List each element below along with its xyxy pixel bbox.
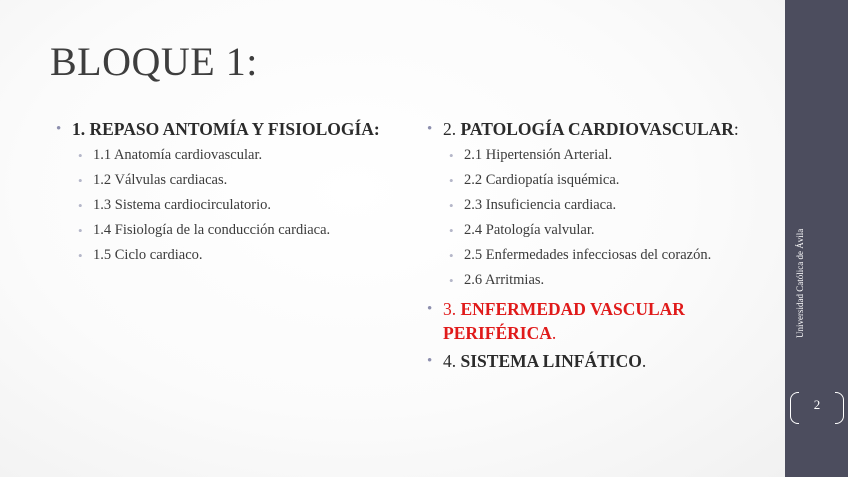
list-item-text: 1.3 Sistema cardiocirculatorio. [93, 197, 271, 213]
right-column [425, 118, 775, 375]
left-list [54, 118, 424, 268]
list-item-text: 1.4 Fisiología de la conducción cardiaca. [93, 222, 331, 238]
list-item-text: 2.2 Cardiopatía isquémica. [464, 172, 620, 188]
list-item-heading-2 [425, 118, 775, 140]
institution-label: Universidad Católica de Ávila [795, 228, 805, 338]
bullet-icon: • [427, 301, 433, 317]
bullet-icon: • [78, 223, 83, 238]
heading-3-suffix: . [551, 323, 557, 343]
bullet-icon: • [78, 173, 83, 188]
heading-3-wrap [443, 321, 775, 345]
bullet-icon: • [427, 353, 433, 369]
list-item-text: 2.4 Patología valvular. [464, 222, 595, 238]
list-item [425, 268, 775, 293]
bullet-icon: • [56, 121, 62, 137]
heading-2-suffix: : [733, 119, 739, 139]
heading-3-line2: PERIFÉRICA [443, 323, 552, 343]
list-item [425, 218, 775, 243]
bullet-icon: • [449, 173, 454, 188]
list-item-text: 2.6 Arritmias. [464, 272, 545, 288]
bullet-icon: • [78, 198, 83, 213]
list-item-text: 2.3 Insuficiencia cardiaca. [464, 197, 617, 213]
bullet-icon: • [449, 223, 454, 238]
bullet-icon: • [449, 273, 454, 288]
list-item [54, 168, 424, 193]
bullet-icon: • [449, 198, 454, 213]
bullet-icon: • [449, 248, 454, 263]
list-item [54, 243, 424, 268]
list-item [425, 193, 775, 218]
heading-4-text: SISTEMA LINFÁTICO [460, 351, 642, 371]
heading-4-prefix: 4. [443, 351, 461, 371]
bullet-icon: • [449, 148, 454, 163]
heading-3-line1: ENFERMEDAD VASCULAR [460, 299, 685, 319]
right-bracket-icon [835, 392, 844, 424]
list-item-text: 1.2 Válvulas cardiacas. [93, 172, 228, 188]
bullet-icon: • [78, 248, 83, 263]
bullet-icon: • [427, 121, 433, 137]
list-item-heading-3 [425, 297, 775, 345]
heading-1-text: 1. REPASO ANTOMÍA Y FISIOLOGÍA: [72, 119, 380, 139]
heading-4-suffix: . [641, 351, 647, 371]
heading-2-prefix: 2. [443, 119, 461, 139]
list-item [425, 168, 775, 193]
heading-3-prefix: 3. [443, 299, 461, 319]
bullet-icon: • [78, 148, 83, 163]
list-item-heading-4 [425, 350, 775, 372]
page-number: 2 [813, 397, 821, 412]
heading-2-text: PATOLOGÍA CARDIOVASCULAR [460, 119, 734, 139]
list-item-text: 1.5 Ciclo cardiaco. [93, 247, 203, 263]
list-item-text: 1.1 Anatomía cardiovascular. [93, 147, 263, 163]
list-item [54, 193, 424, 218]
list-item-heading-1 [54, 118, 424, 140]
list-item-text: 2.5 Enfermedades infecciosas del corazón. [464, 247, 712, 263]
right-list [425, 118, 775, 372]
list-item [54, 218, 424, 243]
list-item [425, 143, 775, 168]
left-column [54, 118, 424, 268]
list-item [54, 143, 424, 168]
list-item [425, 243, 775, 268]
slide-title: BLOQUE 1: [50, 39, 258, 84]
left-bracket-icon [790, 392, 799, 424]
list-item-text: 2.1 Hipertensión Arterial. [464, 147, 613, 163]
